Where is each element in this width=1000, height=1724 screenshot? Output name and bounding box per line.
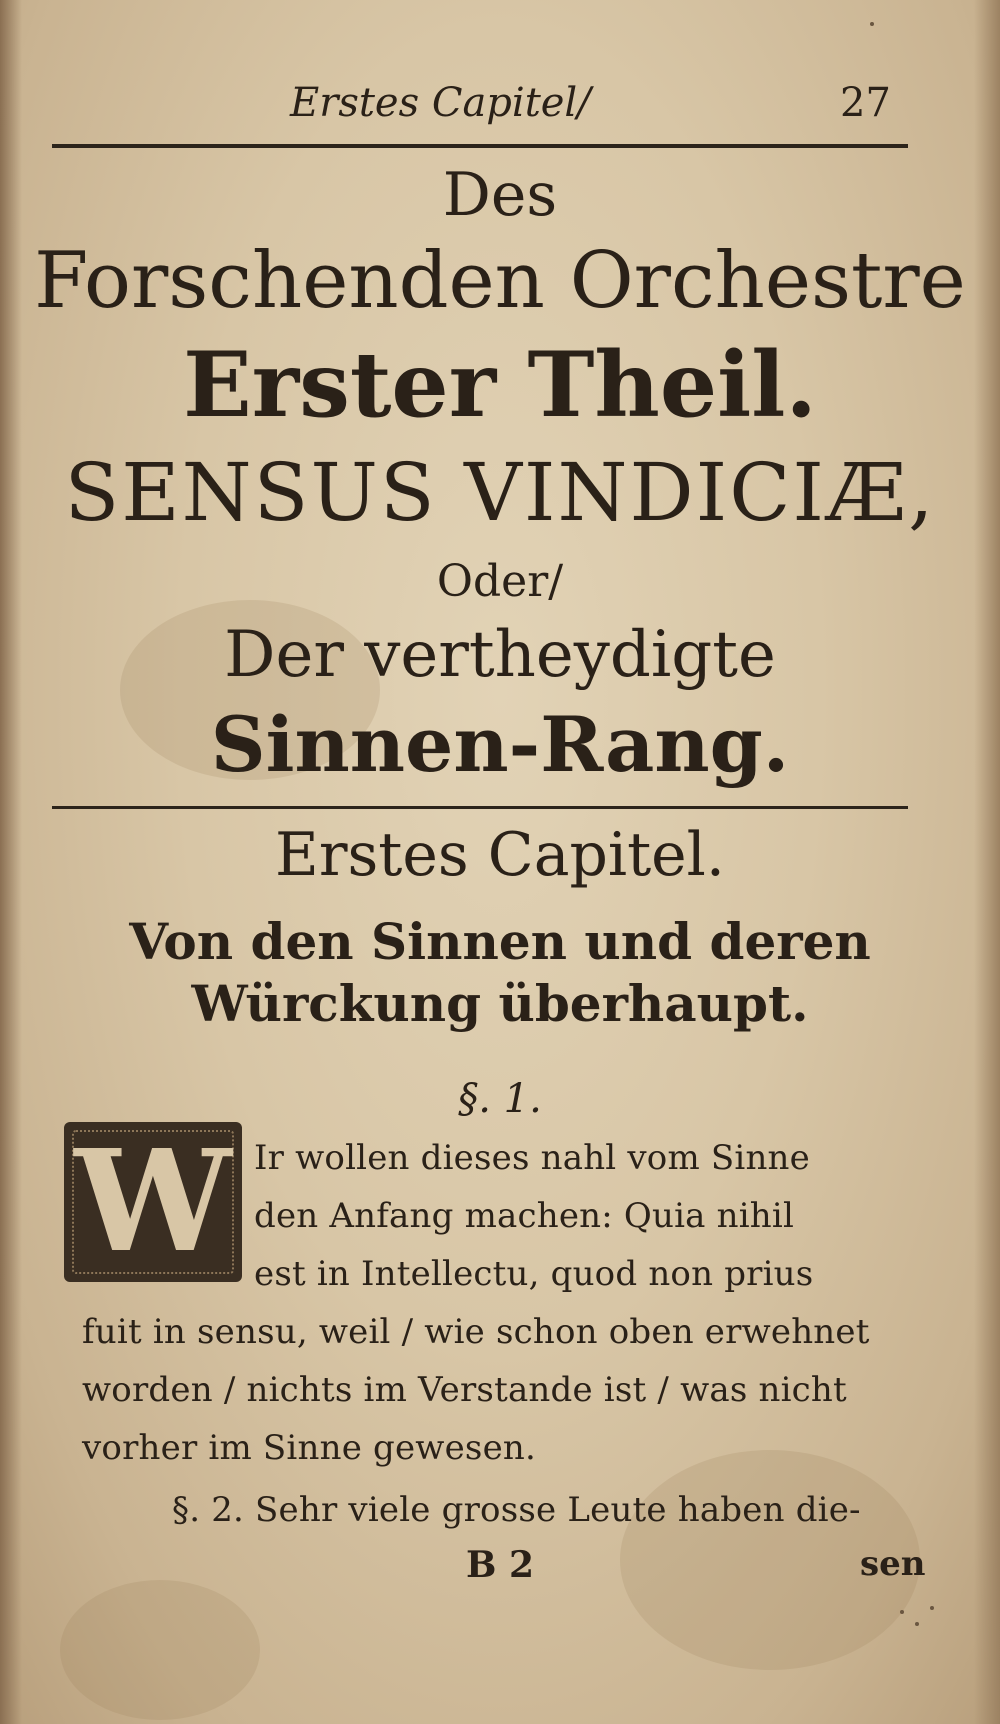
paper-speck	[870, 22, 874, 26]
paper-speck	[915, 1622, 919, 1626]
body-line: worden / nichts im Verstande ist / was nicht	[82, 1370, 847, 1410]
title-line-vertheydigte: Der vertheydigte	[224, 618, 776, 692]
body-line: den Anfang machen: Quia nihil	[254, 1196, 795, 1236]
title-line-sinnen-rang: Sinnen-Rang.	[210, 700, 790, 789]
drop-cap-letter: W	[74, 1122, 232, 1282]
chapter-subtitle-line2: Würckung überhaupt.	[191, 974, 809, 1033]
header-rule	[52, 144, 908, 148]
drop-cap-initial	[64, 1122, 242, 1282]
page-number: 27	[840, 80, 891, 126]
body-line: Ir wollen dieses nahl vom Sinne	[254, 1138, 810, 1178]
body-line: fuit in sensu, weil / wie schon oben erwehnet	[82, 1312, 870, 1352]
body-line: vorher im Sinne gewesen.	[82, 1428, 537, 1468]
paper-stain	[60, 1580, 260, 1720]
body-line: est in Intellectu, quod non prius	[254, 1254, 814, 1294]
title-line-sensus: SENSUS VINDICIÆ,	[64, 446, 936, 539]
chapter-subtitle-line1: Von den Sinnen und deren	[129, 912, 871, 971]
title-line-des: Des	[442, 160, 558, 230]
paper-speck	[930, 1606, 934, 1610]
title-rule	[52, 806, 908, 809]
section2-line: §. 2. Sehr viele grosse Leute haben die-	[172, 1490, 861, 1530]
signature-mark: B 2	[465, 1544, 534, 1586]
title-line-orchestre: Forschenden Orchestre	[34, 236, 966, 326]
paper-speck	[900, 1610, 904, 1614]
title-line-erster-theil: Erster Theil.	[183, 332, 817, 438]
title-line-oder: Oder/	[436, 556, 564, 607]
running-title: Erstes Capitel/	[290, 80, 591, 126]
catchword: sen	[860, 1544, 926, 1584]
chapter-heading: Erstes Capitel.	[275, 820, 725, 890]
section-marker: §. 1.	[458, 1076, 542, 1122]
